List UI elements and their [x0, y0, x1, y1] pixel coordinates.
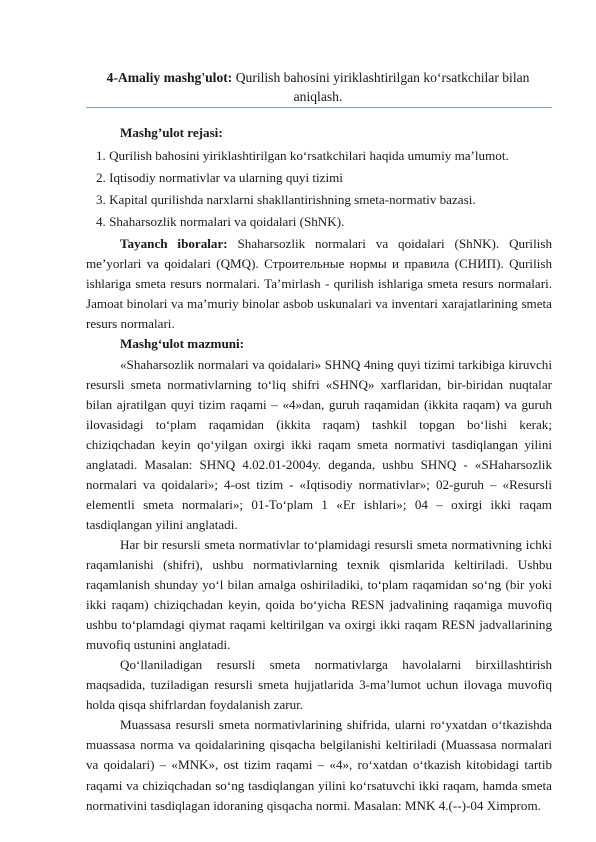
- content-heading: Mashg‘ulot mazmuni:: [120, 336, 245, 352]
- title-divider: [86, 107, 552, 108]
- page-title: [92, 68, 544, 106]
- keywords-paragraph: [86, 234, 552, 334]
- plan-item: 3. Kapital qurilishda narxlarni shakllantirishning smeta-normativ bazasi.: [96, 192, 476, 208]
- keywords-label: Tayanch iboralar:: [120, 236, 228, 252]
- keywords-text: Shaharsozlik normalari va qoidalari (ShNK). Qurilish me’yorlari va qoidalari (QMQ). Строительные нормы и правила (СНИП). Qurilish ishlariga smeta resurs normalari. Ta’mirlash - qurilish ishlariga smeta resurs normalari. Jamoat binolari va ma’muriy binolar asbob uskunalari va inventari xarajatlarining smeta resurs normalari.: [86, 236, 552, 332]
- body-paragraph: Har bir resursli smeta normativlar to‘plamidagi resursli smeta normativning ichki raqamlanishi (shifri), ushbu normativlarning texnik qismlarida keltiriladi. Ushbu raqamlanish shunday yo‘l bilan amalga oshiriladiki, to‘plam raqamidan so‘ng (bir yoki ikki raqam) chiziqchadan keyin, qoida bo‘yicha RESN jadvalining raqamiga muvofiq ushbu to‘plamdagi qiymat raqami keltirilgan va oxirgi ikki raqam RESN jadvallarining muvofiq ustunini anglatadi.: [86, 536, 552, 653]
- plan-item: 2. Iqtisodiy normativlar va ularning quyi tizimi: [96, 170, 343, 186]
- body-paragraph: «Shaharsozlik normalari va qoidalari» SHNQ 4ning quyi tizimi tarkibiga kiruvchi resursli smeta normativlarning to‘liq shifri «SHNQ» xarflaridan, bir-biridan nuqtalar bilan ajratilgan quyi tizim raqami – «4»dan, guruh raqamidan (ikkita raqam) va guruh ilovasidagi to‘plam raqamidan (ikkita raqam) tashkil topgan bo‘lishi kerak; chiziqchadan keyin qo‘yilgan oxirgi ikki raqam smeta normativi tasdiqlangan yilini anglatadi. Masalan: SHNQ 4.02.01-2004y. deganda, ushbu SHNQ - «SHaharsozlik normalari va qoidalari»; 4-ost tizim - «Iqtisodiy normativlar»; 02-guruh – «Resursli elementli smeta normalari»; 01-To‘plam 1 «Er ishlari»; 04 – oxirgi ikki raqam tasdiqlangan yilini anglatadi.: [86, 356, 552, 532]
- document-body: [86, 123, 552, 816]
- plan-item: 1. Qurilish bahosini yiriklashtirilgan ko‘rsatkchilari haqida umumiy ma’lumot.: [96, 148, 509, 164]
- title-text: Qurilish bahosini yiriklashtirilgan ko‘rsatkchilar bilan aniqlash.: [232, 70, 530, 104]
- plan-item: 4. Shaharsozlik normalari va qoidalari (ShNK).: [96, 214, 345, 230]
- title-label: 4-Amaliy mashg'ulot:: [106, 70, 233, 85]
- body-paragraph: Qo‘llaniladigan resursli smeta normativlarga havolalarni birxillashtirish maqsadida, tuziladigan resursli smeta hujjatlarida 3-ma’lumot uchun ilovaga muvofiq holda qisqa shifrlardan foydalanish zarur.: [86, 657, 552, 713]
- plan-list: [86, 146, 552, 232]
- body-paragraph: Muassasa resursli smeta normativlarining shifrida, ularni ro‘yxatdan o‘tkazishda muassasa norma va qoidalarining qisqacha belgilanishi keltiriladi (Muassasa normalari va qoidalari) – «MNK», ost tizim raqami – «4», ro‘xatdan o‘tkazish kitobidagi tartib raqami va chiziqchadan so‘ng tasdiqlangan yilini ko‘rsatuvchi ikki raqam, hamda smeta normativini tasdiqlagan idoraning qisqacha normi. Masalan: MNK 4.(--)-04 Ximprom.: [86, 717, 552, 813]
- plan-heading: Mashg’ulot rejasi:: [120, 125, 223, 140]
